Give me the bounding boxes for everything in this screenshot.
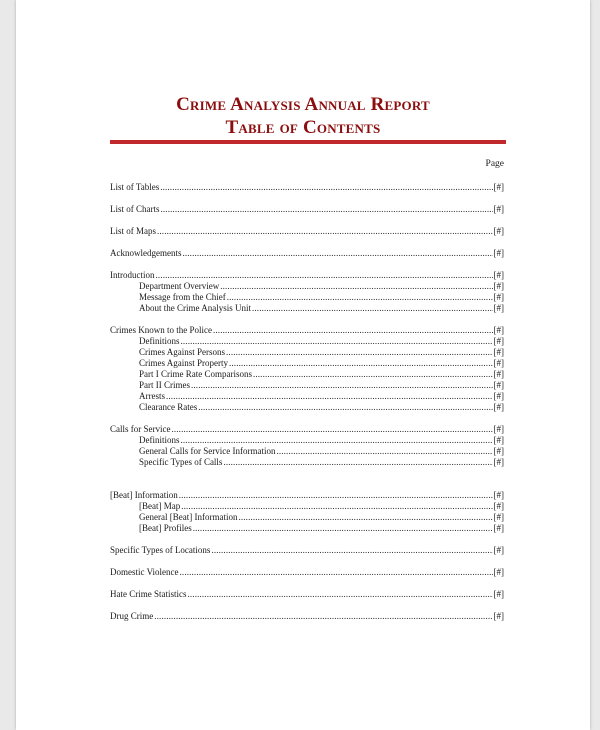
toc-page-number: [#] [493,567,504,577]
toc-entry-label: Acknowledgements [110,248,182,258]
report-title: Crime Analysis Annual Report [176,94,430,115]
toc-entry-label: Crimes Against Persons [139,347,226,357]
toc-entry[interactable] [110,226,504,237]
toc-page-number: [#] [493,380,504,390]
toc-page-number: [#] [493,204,504,214]
toc-page-number: [#] [493,270,504,280]
toc-entry[interactable] [110,567,504,578]
dot-leader [238,512,492,523]
toc-page-number: [#] [493,248,504,258]
toc-page-number: [#] [493,446,504,456]
dot-leader [154,611,492,622]
toc-page-number: [#] [493,523,504,533]
toc-page-number: [#] [493,336,504,346]
toc-entry-label: Arrests [139,391,165,401]
toc-entry-label: Specific Types of Calls [139,457,223,467]
toc-subentry[interactable] [110,358,504,369]
toc-entry-label: [Beat] Map [139,501,181,511]
toc-page-number: [#] [493,611,504,621]
toc-entry-label: Introduction [110,270,155,280]
toc-entry-label: Specific Types of Locations [110,545,211,555]
toc-subentry[interactable] [110,347,504,358]
toc-entry-label: Crimes Against Property [139,358,228,368]
toc-entry[interactable] [110,248,504,259]
toc-page-number: [#] [493,512,504,522]
toc-entry[interactable] [110,490,504,501]
dot-leader [181,336,493,347]
dot-leader [198,402,492,413]
toc-page-number: [#] [493,457,504,467]
toc-page-number: [#] [493,358,504,368]
dot-leader [227,292,493,303]
toc-entry-label: Drug Crime [110,611,154,621]
toc-entry-label: [Beat] Profiles [139,523,192,533]
toc-page-number: [#] [493,501,504,511]
toc-page-number: [#] [493,347,504,357]
toc-entry-label: Definitions [139,336,180,346]
toc-page-number: [#] [493,325,504,335]
toc-entry-label: [Beat] Information [110,490,178,500]
toc-subentry[interactable] [110,446,504,457]
toc-entry[interactable] [110,182,504,193]
toc-entry-label: Domestic Violence [110,567,179,577]
toc-subentry[interactable] [110,501,504,512]
toc-page-number: [#] [493,369,504,379]
toc-entry-label: List of Maps [110,226,156,236]
dot-leader [171,424,492,435]
dot-leader [160,182,492,193]
toc-subentry[interactable] [110,292,504,303]
dot-leader [161,204,493,215]
toc-entry-label: List of Tables [110,182,160,192]
toc-entry[interactable] [110,611,504,622]
toc-subentry[interactable] [110,402,504,413]
toc-page-number: [#] [493,292,504,302]
toc-page-number: [#] [493,182,504,192]
toc-entry-label: Hate Crime Statistics [110,589,187,599]
dot-leader [223,457,492,468]
toc-entry-label: General [Beat] Information [139,512,238,522]
toc-subentry[interactable] [110,369,504,380]
toc-entry[interactable] [110,325,504,336]
toc-entry-label: About the Crime Analysis Unit [139,303,251,313]
dot-leader [253,369,493,380]
page-column-heading: Page [485,159,504,169]
toc-entry[interactable] [110,270,504,281]
toc-entry-label: Part II Crimes [139,380,190,390]
dot-leader [179,490,493,501]
toc-entry-label: General Calls for Service Information [139,446,276,456]
toc-entry-label: Part I Crime Rate Comparisons [139,369,252,379]
dot-leader [211,545,492,556]
toc-entry-label: Message from the Chief [139,292,226,302]
dot-leader [191,380,493,391]
dot-leader [193,523,493,534]
toc-subentry[interactable] [110,281,504,292]
toc-page-number: [#] [493,226,504,236]
toc-page-number: [#] [493,435,504,445]
dot-leader [181,501,492,512]
toc-entry-label: Definitions [139,435,180,445]
toc-page-number: [#] [493,402,504,412]
dot-leader [229,358,493,369]
document-page [16,0,590,730]
toc-subentry[interactable] [110,523,504,534]
dot-leader [188,589,493,600]
dot-leader [156,270,493,281]
toc-entry[interactable] [110,545,504,556]
toc-page-number: [#] [493,424,504,434]
toc-page-number: [#] [493,490,504,500]
dot-leader [226,347,492,358]
dot-leader [181,435,493,446]
toc-subentry[interactable] [110,336,504,347]
dot-leader [166,391,493,402]
title-divider [110,140,506,144]
toc-entry-label: Department Overview [139,281,220,291]
toc-entry[interactable] [110,589,504,600]
toc-subentry[interactable] [110,391,504,402]
toc-entry[interactable] [110,204,504,215]
toc-title: Table of Contents [225,117,381,138]
toc-subentry[interactable] [110,512,504,523]
toc-subentry[interactable] [110,303,504,314]
toc-entry-label: Crimes Known to the Police [110,325,212,335]
toc-entry-label: Calls for Service [110,424,171,434]
toc-subentry[interactable] [110,380,504,391]
toc-page-number: [#] [493,545,504,555]
toc-subentry[interactable] [110,457,504,468]
toc-entry-label: List of Charts [110,204,160,214]
toc-page-number: [#] [493,391,504,401]
toc-entry-label: Clearance Rates [139,402,198,412]
toc-page-number: [#] [493,303,504,313]
toc-subentry[interactable] [110,435,504,446]
toc-page-number: [#] [493,589,504,599]
dot-leader [157,226,493,237]
dot-leader [213,325,493,336]
toc-entry[interactable] [110,424,504,435]
dot-leader [180,567,493,578]
dot-leader [276,446,492,457]
toc-page-number: [#] [493,281,504,291]
dot-leader [252,303,493,314]
dot-leader [220,281,492,292]
dot-leader [182,248,492,259]
